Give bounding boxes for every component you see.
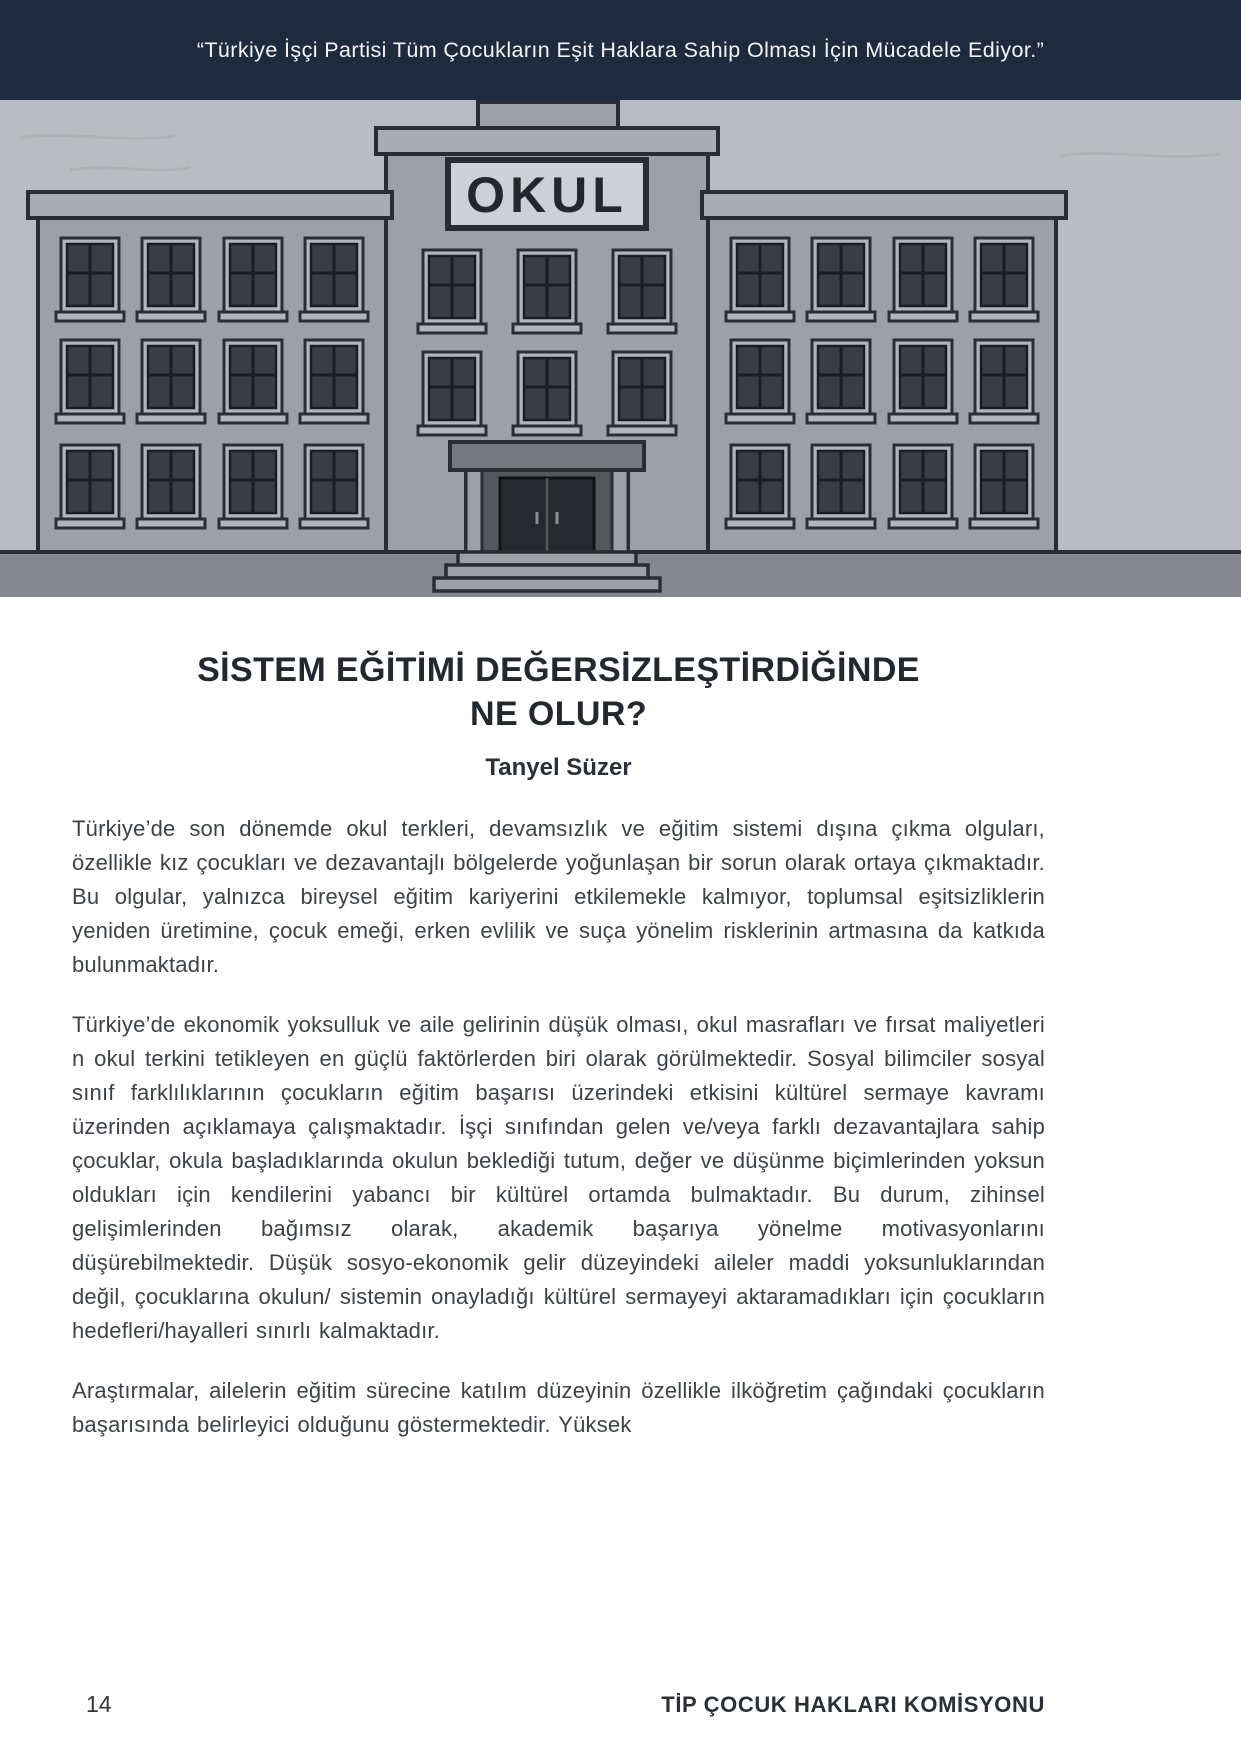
page-footer [0, 1691, 1241, 1718]
school-building-illustration [0, 100, 1241, 597]
footer-org: TİP ÇOCUK HAKLARI KOMİSYONU [661, 1692, 1045, 1717]
article [0, 649, 1241, 1442]
okul-sign [448, 160, 646, 228]
entrance [434, 442, 660, 591]
body-paragraph: Araştırmalar, ailelerin eğitim sürecine katılım düzeyinin özellikle ilköğretim çağındaki çocukların başarısında belirleyici olduğunu göstermektedir. Yüksek [72, 1378, 1045, 1438]
page-title [72, 649, 1045, 736]
okul-sign-text: OKUL [466, 167, 628, 223]
body-paragraph: Türkiye’de son dönemde okul terkleri, devamsızlık ve eğitim sistemi dışına çıkma olguları, özellikle kız çocukları ve dezavantajlı bölgelerde yoğunlaşan bir sorun olarak ortaya çıkmaktadır. Bu olgular, yalnızca bireysel eğitim kariyerini etkilemekle kalmıyor, toplumsal eşitsizliklerin yeniden üretimine, çocuk emeği, erken evlilik ve suça yönelim risklerinin artmasına da katkıda bulunmaktadır. [72, 816, 1045, 978]
banner-quote: “Türkiye İşçi Partisi Tüm Çocukların Eşit Haklara Sahip Olması İçin Mücadele Ediyor.” [196, 37, 1045, 62]
top-banner [0, 0, 1241, 100]
page-number: 14 [86, 1691, 112, 1717]
portico-roof [450, 442, 644, 470]
steps [458, 552, 636, 565]
author-name: Tanyel Süzer [485, 754, 632, 782]
page-title-line-1: SİSTEM EĞİTİMİ DEĞERSİZLEŞTİRDİĞİNDE [197, 651, 920, 689]
body-paragraph: Türkiye’de ekonomik yoksulluk ve aile gelirinin düşük olması, okul masrafları ve fırsat maliyetleri n okul terkini tetikleyen en güçlü faktörlerden biri olarak görülmektedir. Sosyal bilimciler sosyal sınıf farklılıklarının çocukların eğitim başarısı üzerindeki etkisini kültürel sermaye kavramı üzerinden açıklamaya çalışmaktadır. İşçi sınıfından gelen ve/veya farklı dezavantajlara sahip çocuklar, okula başladıklarında okulun beklediği tutum, değer ve düşünme biçimlerinden yoksun oldukları için kendilerini yabancı bir kültürel ortamda bulmaktadır. Bu durum, zihinsel gelişimlerinden bağımsız olarak, akademik başarıya yönelme motivasyonlarını düşürebilmektedir. Düşük sosyo-ekonomik gelir düzeyindeki aileler maddi yoksunluklarından değil, çocuklarına okulun/ sistemin onayladığı kültürel sermayeyi aktaramadıkları için çocukların hedefleri/hayalleri sınırlı kalmaktadır. [72, 1012, 1045, 1344]
page-title-line-2: NE OLUR? [470, 694, 647, 733]
